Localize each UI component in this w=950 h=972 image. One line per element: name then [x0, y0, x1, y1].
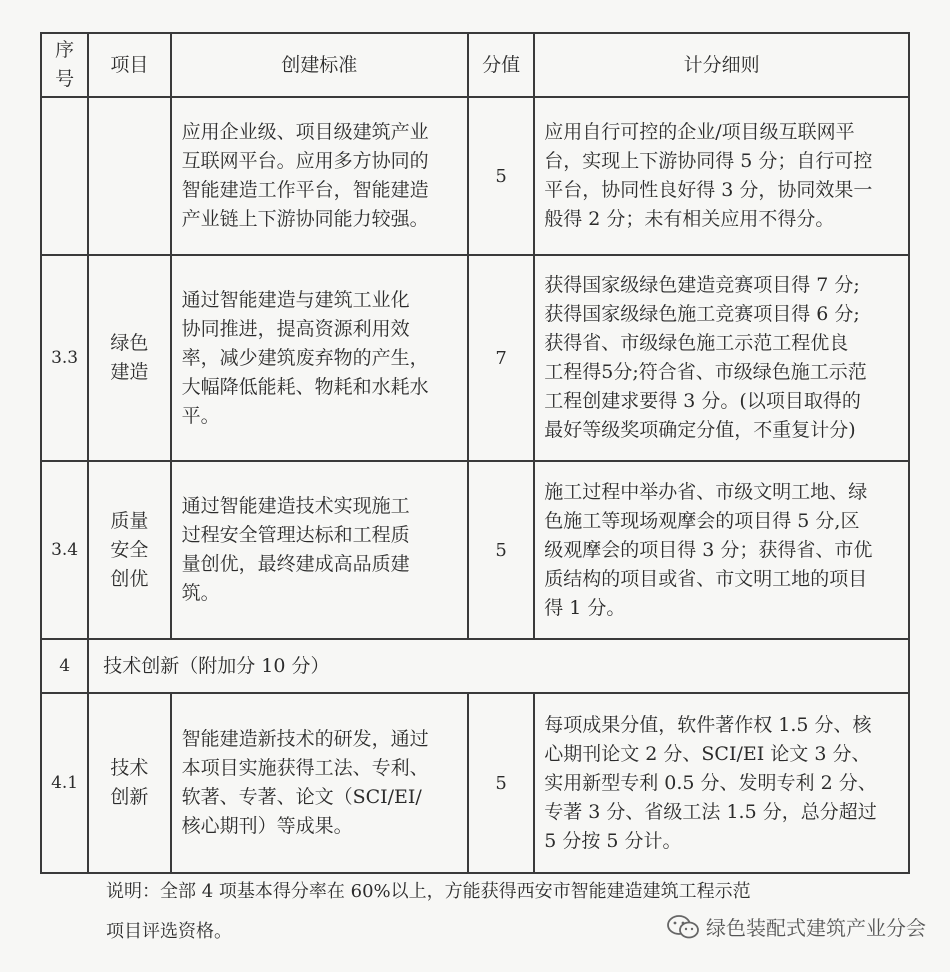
row-rules: 每项成果分值，软件著作权 1.5 分、核 心期刊论文 2 分、SCI/EI 论文 3 分、 实用新型专利 0.5 分、发明专利 2 分、 专著 3 分、省级工法 1.5 分，总分超过 5 分按 5 分计。 — [534, 693, 909, 873]
table-row — [41, 693, 909, 873]
row-standard: 通过智能建造技术实现施工 过程安全管理达标和工程质 量创优，最终建成高品质建 筑。 — [171, 461, 468, 639]
row-item: 质量 安全 创优 — [88, 461, 170, 639]
section-no: 4 — [41, 639, 88, 693]
row-no: 3.4 — [41, 461, 88, 639]
header-value: 分值 — [468, 33, 534, 97]
watermark-text: 绿色装配式建筑产业分会 — [706, 916, 926, 940]
scoring-table — [40, 32, 910, 874]
header-standard: 创建标准 — [171, 33, 468, 97]
table-header-row — [41, 33, 909, 97]
header-item: 项目 — [88, 33, 170, 97]
table-row — [41, 461, 909, 639]
row-no: 4.1 — [41, 693, 88, 873]
row-no — [41, 97, 88, 255]
row-standard: 通过智能建造与建筑工业化 协同推进，提高资源利用效 率，减少建筑废弃物的产生， 大幅降低能耗、物耗和水耗水 平。 — [171, 255, 468, 461]
row-item — [88, 97, 170, 255]
header-no: 序 号 — [41, 33, 88, 97]
row-value: 7 — [468, 255, 534, 461]
section-row — [41, 639, 909, 693]
row-value: 5 — [468, 461, 534, 639]
row-item: 技术 创新 — [88, 693, 170, 873]
header-rules: 计分细则 — [534, 33, 909, 97]
row-standard: 智能建造新技术的研发，通过 本项目实施获得工法、专利、 软著、专著、论文（SCI/EI/ 核心期刊）等成果。 — [171, 693, 468, 873]
row-standard: 应用企业级、项目级建筑产业 互联网平台。应用多方协同的 智能建造工作平台，智能建造 产业链上下游协同能力较强。 — [171, 97, 468, 255]
table-row — [41, 255, 909, 461]
footnote: 说明：全部 4 项基本得分率在 60%以上，方能获得西安市智能建造建筑工程示范 项目评选资格。 — [106, 881, 751, 942]
row-no: 3.3 — [41, 255, 88, 461]
row-rules: 获得国家级绿色建造竞赛项目得 7 分; 获得国家级绿色施工竞赛项目得 6 分; 获得省、市级绿色施工示范工程优良 工程得5分;符合省、市级绿色施工示范 工程创建求要得 3 分。(以项目取得的 最好等级奖项确定分值，不重复计分) — [534, 255, 909, 461]
row-value: 5 — [468, 97, 534, 255]
wechat-icon — [666, 914, 700, 940]
table-row — [41, 97, 909, 255]
row-rules: 应用自行可控的企业/项目级互联网平 台，实现上下游协同得 5 分；自行可控 平台，协同性良好得 3 分，协同效果一 般得 2 分；未有相关应用不得分。 — [534, 97, 909, 255]
row-item: 绿色 建造 — [88, 255, 170, 461]
watermark — [666, 912, 926, 941]
section-title: 技术创新（附加分 10 分） — [88, 639, 909, 693]
row-rules: 施工过程中举办省、市级文明工地、绿 色施工等现场观摩会的项目得 5 分,区 级观摩会的项目得 3 分；获得省、市优 质结构的项目或省、市文明工地的项目 得 1 分。 — [534, 461, 909, 639]
row-value: 5 — [468, 693, 534, 873]
